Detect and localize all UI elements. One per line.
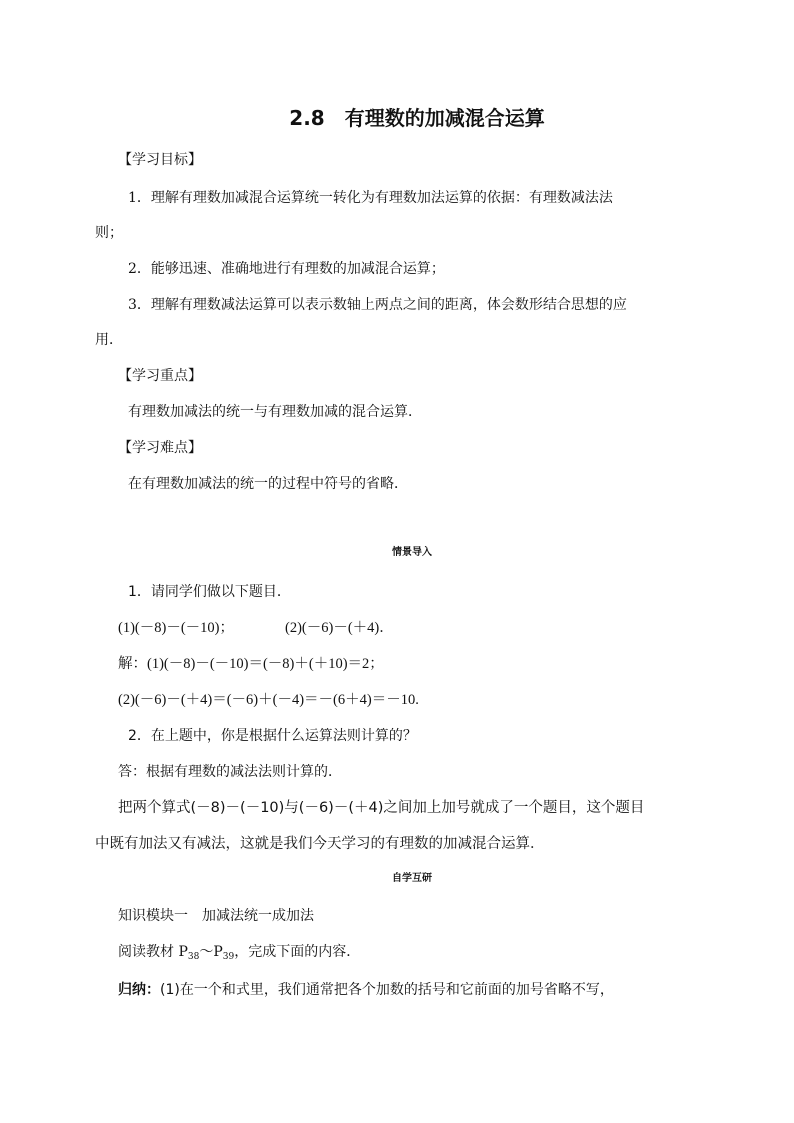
intro-paragraph-line-2: 中既有加法又有减法，这就是我们今天学习的有理数的加减混合运算． (95, 836, 545, 852)
intro-solution-2: (2)(－6)－(＋4)＝(－6)＋(－4)＝－(6＋4)＝－10. (118, 692, 419, 708)
self-study-heading: 自学互研 (392, 873, 432, 884)
difficulties-text: 在有理数加减法的统一的过程中符号的省略． (128, 476, 408, 492)
goal-1-line-1 (128, 188, 613, 208)
key-points-text: 有理数加减法的统一与有理数加减的混合运算． (128, 404, 422, 420)
reading-instruction: 阅读教材 $P_{38}\sim P_{39}$，完成下面的内容． (118, 944, 361, 962)
intro-question-1: 1．请同学们做以下题目． (128, 584, 291, 600)
goals-heading: 【学习目标】 (118, 152, 202, 168)
knowledge-module-title: 知识模块一 加减法统一成加法 (118, 908, 314, 924)
intro-question-2: 2．在上题中，你是根据什么运算法则计算的？ (128, 728, 417, 744)
key-points-heading: 【学习重点】 (118, 368, 202, 384)
difficulties-heading: 【学习难点】 (118, 440, 202, 456)
intro-solution-1: 解：(1)(－8)－(－10)＝(－8)＋(＋10)＝2； (118, 656, 384, 672)
summary-line (118, 980, 614, 1000)
summary-text: (1)在一个和式里，我们通常把各个加数的括号和它前面的加号省略不写， (160, 982, 614, 998)
page-title: 2.8 有理数的加减混合运算 (289, 106, 545, 130)
intro-paragraph-line-1: 把两个算式(－8)－(－10)与(－6)－(＋4)之间加上加号就成了一个题目，这个题目 (118, 800, 645, 816)
goal-3-line-1: 3．理解有理数减法运算可以表示数轴上两点之间的距离，体会数形结合思想的应 (128, 297, 627, 313)
intro-problem-1: (1)(－8)－(－10)； (118, 620, 234, 636)
intro-problem-2: (2)(－6)－(＋4)． (285, 620, 394, 636)
summary-label: 归纳： (118, 982, 160, 998)
intro-heading: 情景导入 (392, 547, 432, 558)
goal-2: 2．能够迅速、准确地进行有理数的加减混合运算； (128, 261, 445, 277)
goal-1-text: 1．理解有理数加减混合运算统一转化为有理数加法运算的依据：有理数减法法 (128, 190, 613, 206)
goal-1-line-2: 则； (95, 225, 123, 241)
intro-answer-2: 答：根据有理数的减法法则计算的． (118, 764, 342, 780)
goal-3-line-2: 用． (95, 332, 123, 348)
